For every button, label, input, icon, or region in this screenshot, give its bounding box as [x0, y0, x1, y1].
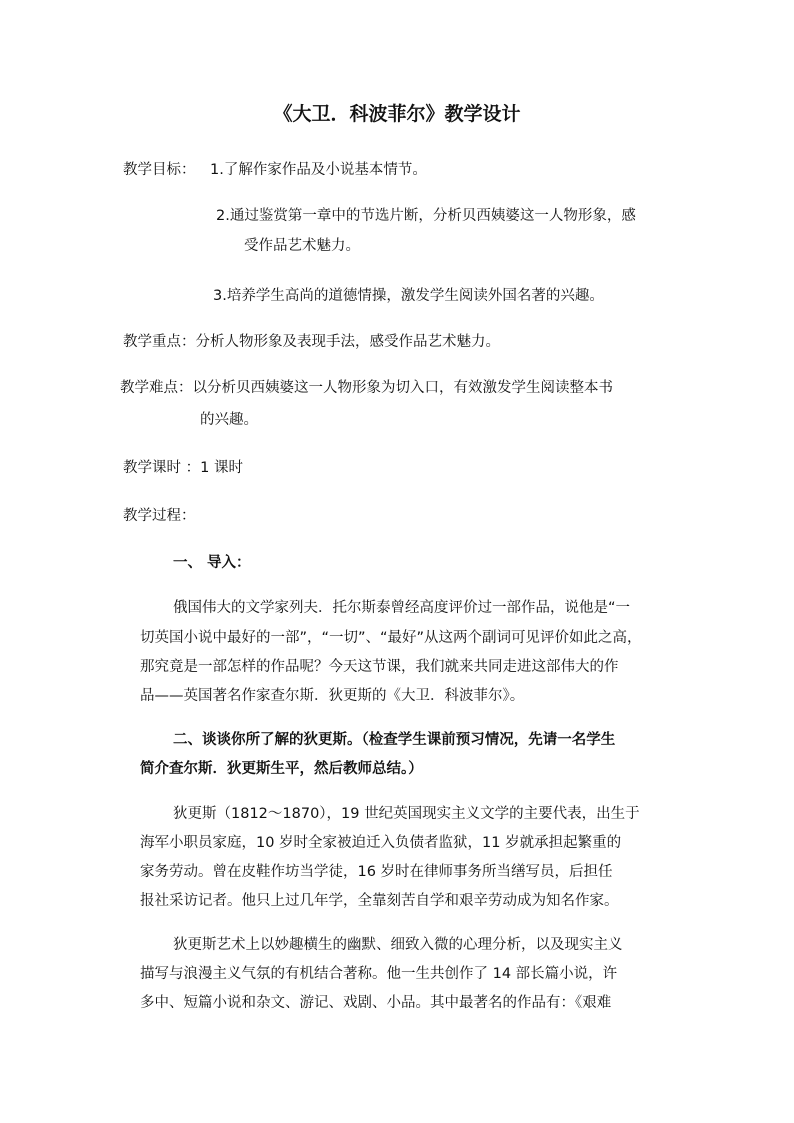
- section-1-line: 俄国伟大的文学家列夫．托尔斯泰曾经高度评价过一部作品，说他是“一: [173, 600, 631, 616]
- class-hours: 教学课时 ：1 课时: [123, 460, 243, 476]
- difficulty-line-1: 教学难点：以分析贝西姨婆这一人物形象为切入口，有效激发学生阅读整本书: [120, 380, 613, 396]
- section-2-para-1-line: 海军小职员家庭，10 岁时全家被迫迁入负债者监狱，11 岁就承担起繁重的: [140, 835, 622, 851]
- section-1-line: 品——英国著名作家查尔斯．狄更斯的《大卫．科波菲尔》。: [140, 688, 525, 704]
- section-1-line: 切英国小说中最好的一部”，“一切”、“最好”从这两个副词可见评价如此之高，: [140, 630, 642, 646]
- document-title: 《大卫．科波菲尔》教学设计: [273, 103, 521, 125]
- section-2-para-1-line: 家务劳动。曾在皮鞋作坊当学徒，16 岁时在律师事务所当缮写员，后担任: [140, 864, 613, 880]
- difficulty-line-2: 的兴趣。: [200, 412, 258, 428]
- objective-item-2-line-1: 2.通过鉴赏第一章中的节选片断，分析贝西姨婆这一人物形象，感: [216, 208, 636, 224]
- objectives-label: 教学目标：: [123, 162, 196, 178]
- section-2-para-1-line: 狄更斯（1812～1870），19 世纪英国现实主义文学的主要代表，出生于: [173, 806, 640, 822]
- key-point: 教学重点：分析人物形象及表现手法，感受作品艺术魅力。: [123, 334, 500, 350]
- objective-item-3: 3.培养学生高尚的道德情操，激发学生阅读外国名著的兴趣。: [213, 288, 604, 304]
- process-label: 教学过程：: [123, 508, 196, 524]
- objective-item-1: 1.了解作家作品及小说基本情节。: [210, 162, 427, 178]
- section-1-heading: 一、 导入：: [173, 555, 251, 571]
- objective-item-2-line-2: 受作品艺术魅力。: [244, 238, 360, 254]
- section-1-line: 那究竟是一部怎样的作品呢？今天这节课，我们就来共同走进这部伟大的作: [140, 659, 619, 675]
- section-2-para-1-line: 报社采访记者。他只上过几年学，全靠刻苦自学和艰辛劳动成为知名作家。: [140, 893, 619, 909]
- section-2-para-2-line: 狄更斯艺术上以妙趣横生的幽默、细致入微的心理分析，以及现实主义: [173, 937, 623, 953]
- section-2-heading-line-2: 简介查尔斯．狄更斯生平，然后教师总结。）: [140, 761, 423, 777]
- section-2-para-2-line: 多中、短篇小说和杂文、游记、戏剧、小品。其中最著名的作品有：《艰难: [140, 995, 612, 1011]
- section-2-heading-line-1: 二、谈谈你所了解的狄更斯。（检查学生课前预习情况，先请一名学生: [173, 732, 616, 748]
- section-2-para-2-line: 描写与浪漫主义气氛的有机结合著称。他一生共创作了 14 部长篇小说，许: [140, 966, 618, 982]
